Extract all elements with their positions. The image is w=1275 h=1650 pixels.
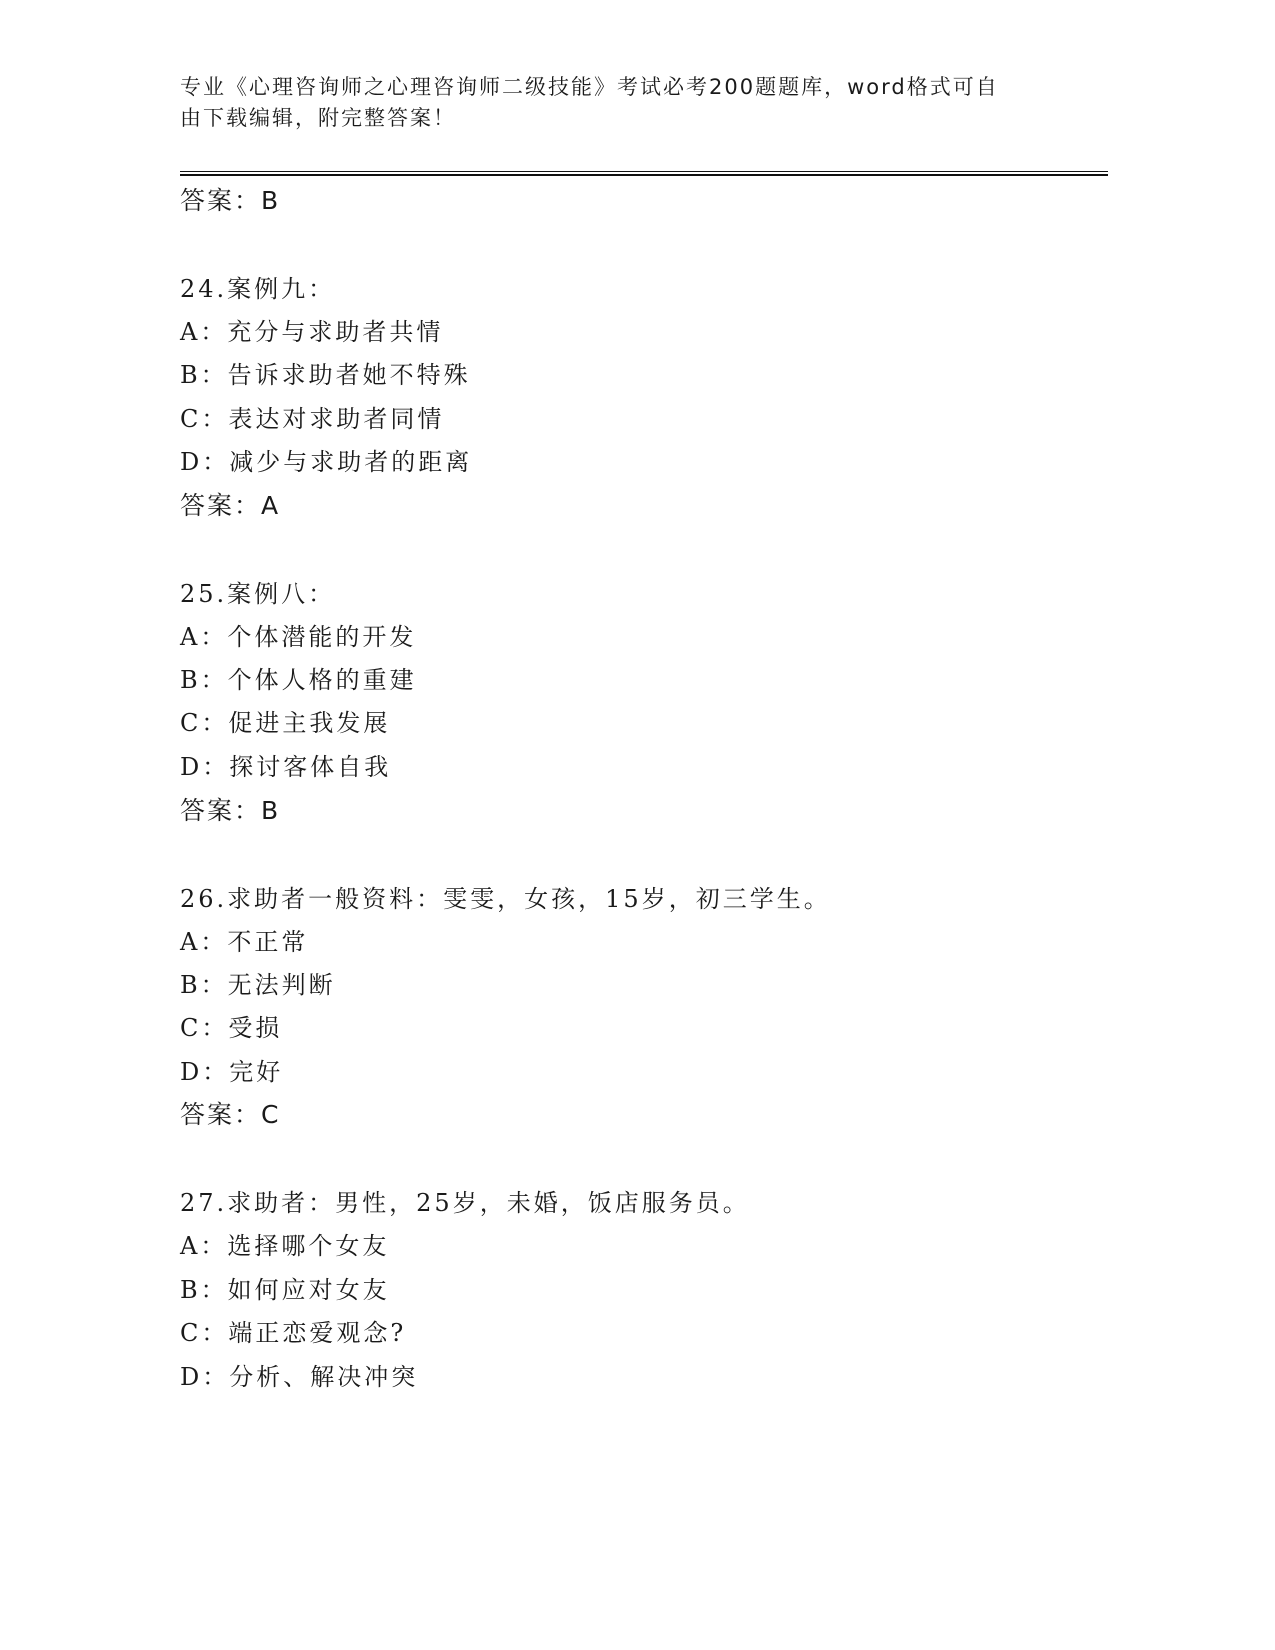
- document-header: [180, 72, 1060, 134]
- answer: 答案：A: [180, 491, 281, 520]
- header-divider-thin: [180, 171, 1108, 172]
- answer: 答案：C: [180, 1100, 281, 1129]
- answer: 答案：B: [180, 796, 281, 825]
- option-a: A：不正常: [180, 928, 309, 956]
- question-stem: 27.求助者：男性，25岁，未婚，饭店服务员。: [180, 1189, 750, 1217]
- header-line-2: 由下载编辑，附完整答案！: [180, 106, 456, 130]
- option-a: A：充分与求助者共情: [180, 318, 444, 346]
- header-line-1: 专业《心理咨询师之心理咨询师二级技能》考试必考200题题库，word格式可自: [180, 75, 999, 99]
- option-b: B：无法判断: [180, 971, 336, 999]
- question-stem: 25.案例八：: [180, 580, 336, 608]
- header-divider-thick: [180, 174, 1108, 176]
- option-b: B：如何应对女友: [180, 1276, 390, 1304]
- answer-23: 答案：B: [180, 186, 281, 215]
- option-b: B：个体人格的重建: [180, 666, 417, 694]
- option-d: D：完好: [180, 1058, 284, 1086]
- question-stem: 24.案例九：: [180, 275, 336, 303]
- option-a: A：选择哪个女友: [180, 1232, 390, 1260]
- option-d: D：探讨客体自我: [180, 753, 392, 781]
- question-stem: 26.求助者一般资料：雯雯，女孩，15岁，初三学生。: [180, 885, 831, 913]
- option-b: B：告诉求助者她不特殊: [180, 361, 471, 389]
- option-c: C：端正恋爱观念?: [180, 1319, 407, 1347]
- option-c: C：表达对求助者同情: [180, 405, 445, 433]
- option-d: D：分析、解决冲突: [180, 1363, 419, 1391]
- option-a: A：个体潜能的开发: [180, 623, 417, 651]
- option-c: C：受损: [180, 1014, 283, 1042]
- option-d: D：减少与求助者的距离: [180, 448, 473, 476]
- option-c: C：促进主我发展: [180, 709, 391, 737]
